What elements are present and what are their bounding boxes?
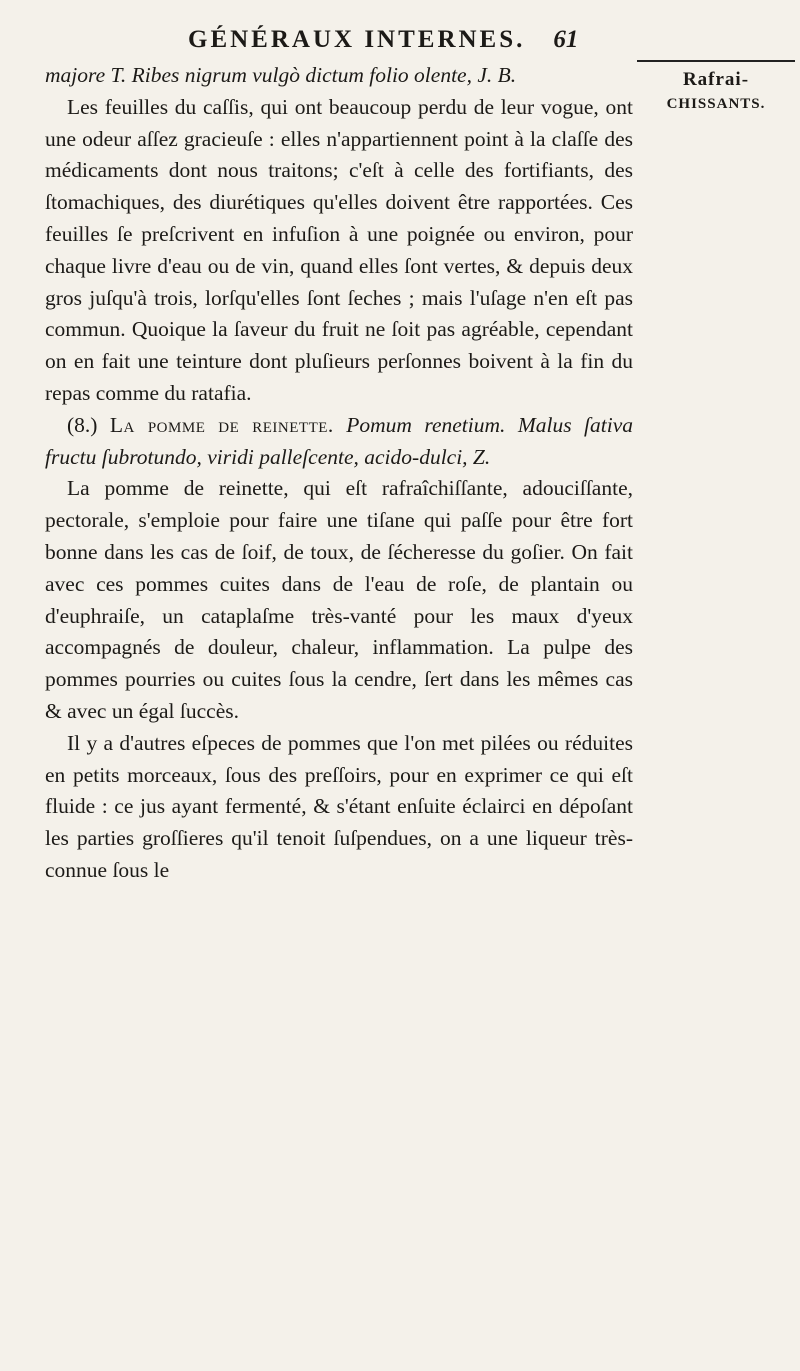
margin-note-line2: CHISSANTS. <box>666 96 766 112</box>
entry-latin-name: Pomum renetium. Malus ſativa fructu ſubrotundo, viridi palleſcente, acido-dulci, Z. <box>45 412 634 469</box>
entry-number: (8.) <box>67 412 98 437</box>
running-head-title: GÉNÉRAUX INTERNES. <box>188 26 526 53</box>
page-number: 61 <box>553 26 579 53</box>
paragraph-autres-especes: Il y a d'autres eſpeces de pommes que l'on met pilées ou réduites en petits morceaux, ſous des preſſoirs, pour en exprimer ce qui eſt fluide : ce jus ayant fermenté, & s'étant enſuite éclairci en dépoſant les parties groſſieres qu'il tenoit ſuſpendues, on a une liqueur très-connue ſous le <box>45 730 633 882</box>
margin-note <box>637 60 795 116</box>
entry-title: La pomme de reinette. <box>109 412 334 437</box>
paragraph-cassis: Les feuilles du caſſis, qui ont beaucoup perdu de leur vogue, ont une odeur aſſez gracieuſe : elles n'appartiennent point à la claſſe des médicaments dont nous traitons; c'eſt à celle des fortifiants, des ſtomachiques, des diurétiques qu'elles doivent être rapportées. Ces feuilles ſe preſcrivent en infuſion à une poignée ou environ, pour chaque livre d'eau ou de vin, quand elles ſont vertes, & depuis deux gros juſqu'à trois, lorſqu'elles ſont ſeches ; mais l'uſage n'en eſt pas commun. Quoique la ſaveur du fruit ne ſoit pas agréable, cependant on en fait une teinture dont pluſieurs perſonnes boivent à la fin du repas comme du ratafia. <box>45 94 633 405</box>
body-text <box>45 60 633 887</box>
running-head <box>188 26 578 54</box>
entry-heading-reinette <box>45 410 633 474</box>
latin-name-ribes: majore T. Ribes nigrum vulgò dictum folio olente, J. B. <box>45 63 517 87</box>
margin-note-line1: Rafrai- <box>682 69 750 90</box>
paragraph-reinette: La pomme de reinette, qui eſt rafraîchiſſante, adouciſſante, pectorale, s'emploie pour faire une tiſane qui paſſe pour être fort bonne dans les cas de ſoif, de toux, de ſécheresse du goſier. On fait avec ces pommes cuites dans de l'eau de roſe, de plantain ou d'euphraiſe, un cataplaſme très-vanté pour les maux d'yeux accompagnés de douleur, chaleur, inflammation. La pulpe des pommes pourries ou cuites ſous la cendre, ſert dans les mêmes cas & avec un égal ſuccès. <box>45 476 633 723</box>
